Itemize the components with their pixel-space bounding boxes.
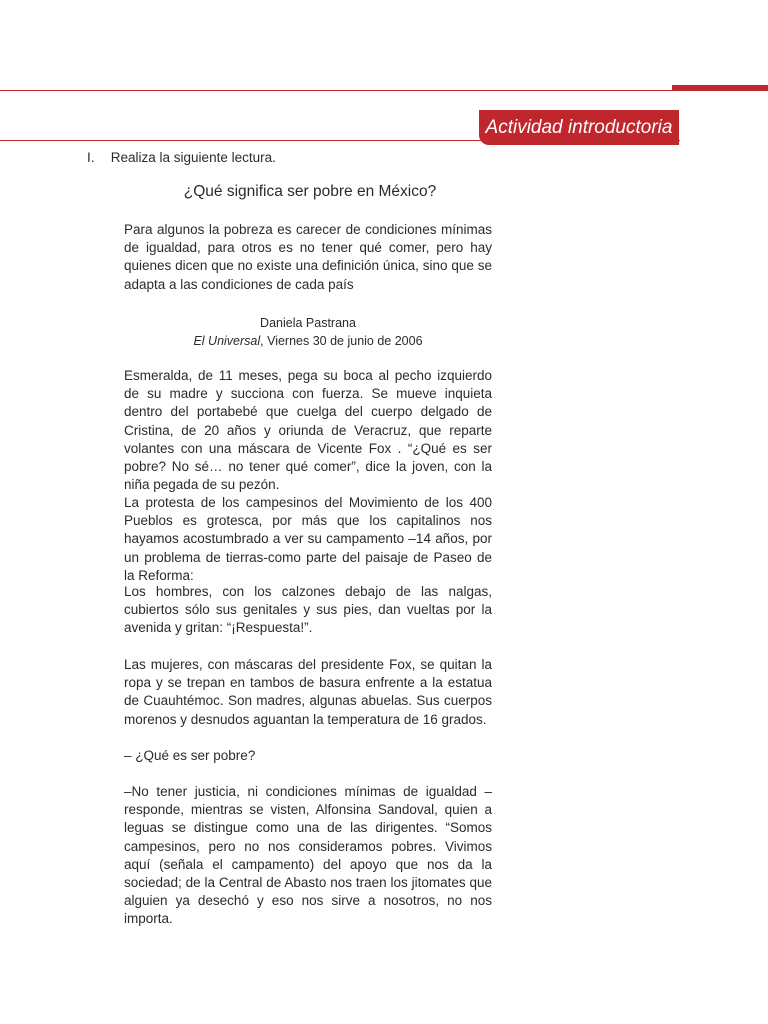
article-title [0,183,620,201]
paragraph-text: La protesta de los campesinos del Movimiento de los 400 Pueblos es grotesca, por más que los capitalinos nos hayamos acostumbrado a ver su campamento –14 años, por un problema de tierras-como parte del paisaje de Paseo de la Reforma: [124,495,492,583]
paragraph-3 [124,583,492,638]
paragraph-text: – ¿Qué es ser pobre? [124,748,256,763]
citation-source: El Universal [193,334,261,348]
paragraph-text: Esmeralda, de 11 meses, pega su boca al pecho izquierdo de su madre y succiona con fuerza. Se mueve inquieta dentro del portabebé que cuelga del cuerpo delgado de Cristina, de 20 años y oriunda de Veracruz, que reparte volantes con una máscara de Vicente Fox . “¿Qué es ser pobre? No sé… no tener qué comer”, dice la joven, con la niña pegada de su pezón. [124,368,492,493]
paragraph-text: Los hombres, con los calzones debajo de las nalgas, cubiertos sólo sus genitales y sus pies, dan vueltas por la avenida y gritan: “¡Respuesta!”. [124,584,492,636]
instruction-text: Realiza la siguiente lectura. [110,150,276,165]
citation [124,314,492,350]
paragraph-1 [124,367,492,494]
citation-source-line [124,332,492,350]
citation-author: Daniela Pastrana [260,316,356,330]
paragraph-2 [124,494,492,585]
paragraph-text: Las mujeres, con máscaras del presidente Fox, se quitan la ropa y se trepan en tambos de basura enfrente a la estatua de Cuauhtémoc. Son madres, algunas abuelas. Sus cuerpos morenos y desnudos aguantan la temperatura de 16 grados. [124,657,492,727]
paragraph-5 [124,747,492,765]
epigraph-text: Para algunos la pobreza es carecer de condiciones mínimas de igualdad, para otros es no tener qué comer, pero hay quienes dicen que no existe una definición única, sino que se adapta a las condiciones de cada país [124,222,492,292]
citation-date: , Viernes 30 de junio de 2006 [260,334,423,348]
paragraph-6 [124,783,492,929]
paragraph-text: –No tener justicia, ni condiciones mínimas de igualdad –responde, mientras se visten, Alfonsina Sandoval, quien a leguas se distingue como una de las dirigentes. “Somos campesinos, pero no nos consideramos pobres. Vivimos aquí (señala el campamento) del apoyo que nos da la sociedad; de la Central de Abasto nos traen los jitomates que alguien ya desechó y eso nos sirve a nosotros, no nos importa. [124,784,492,927]
article-title-text: ¿Qué significa ser pobre en México? [183,183,437,200]
section-badge: Actividad introductoria [479,110,679,145]
instruction-number: I. [87,150,95,165]
top-red-rule-accent [672,85,768,91]
paragraph-4 [124,656,492,729]
top-red-rule [0,90,768,91]
instruction-item [87,150,276,165]
epigraph [124,221,492,294]
